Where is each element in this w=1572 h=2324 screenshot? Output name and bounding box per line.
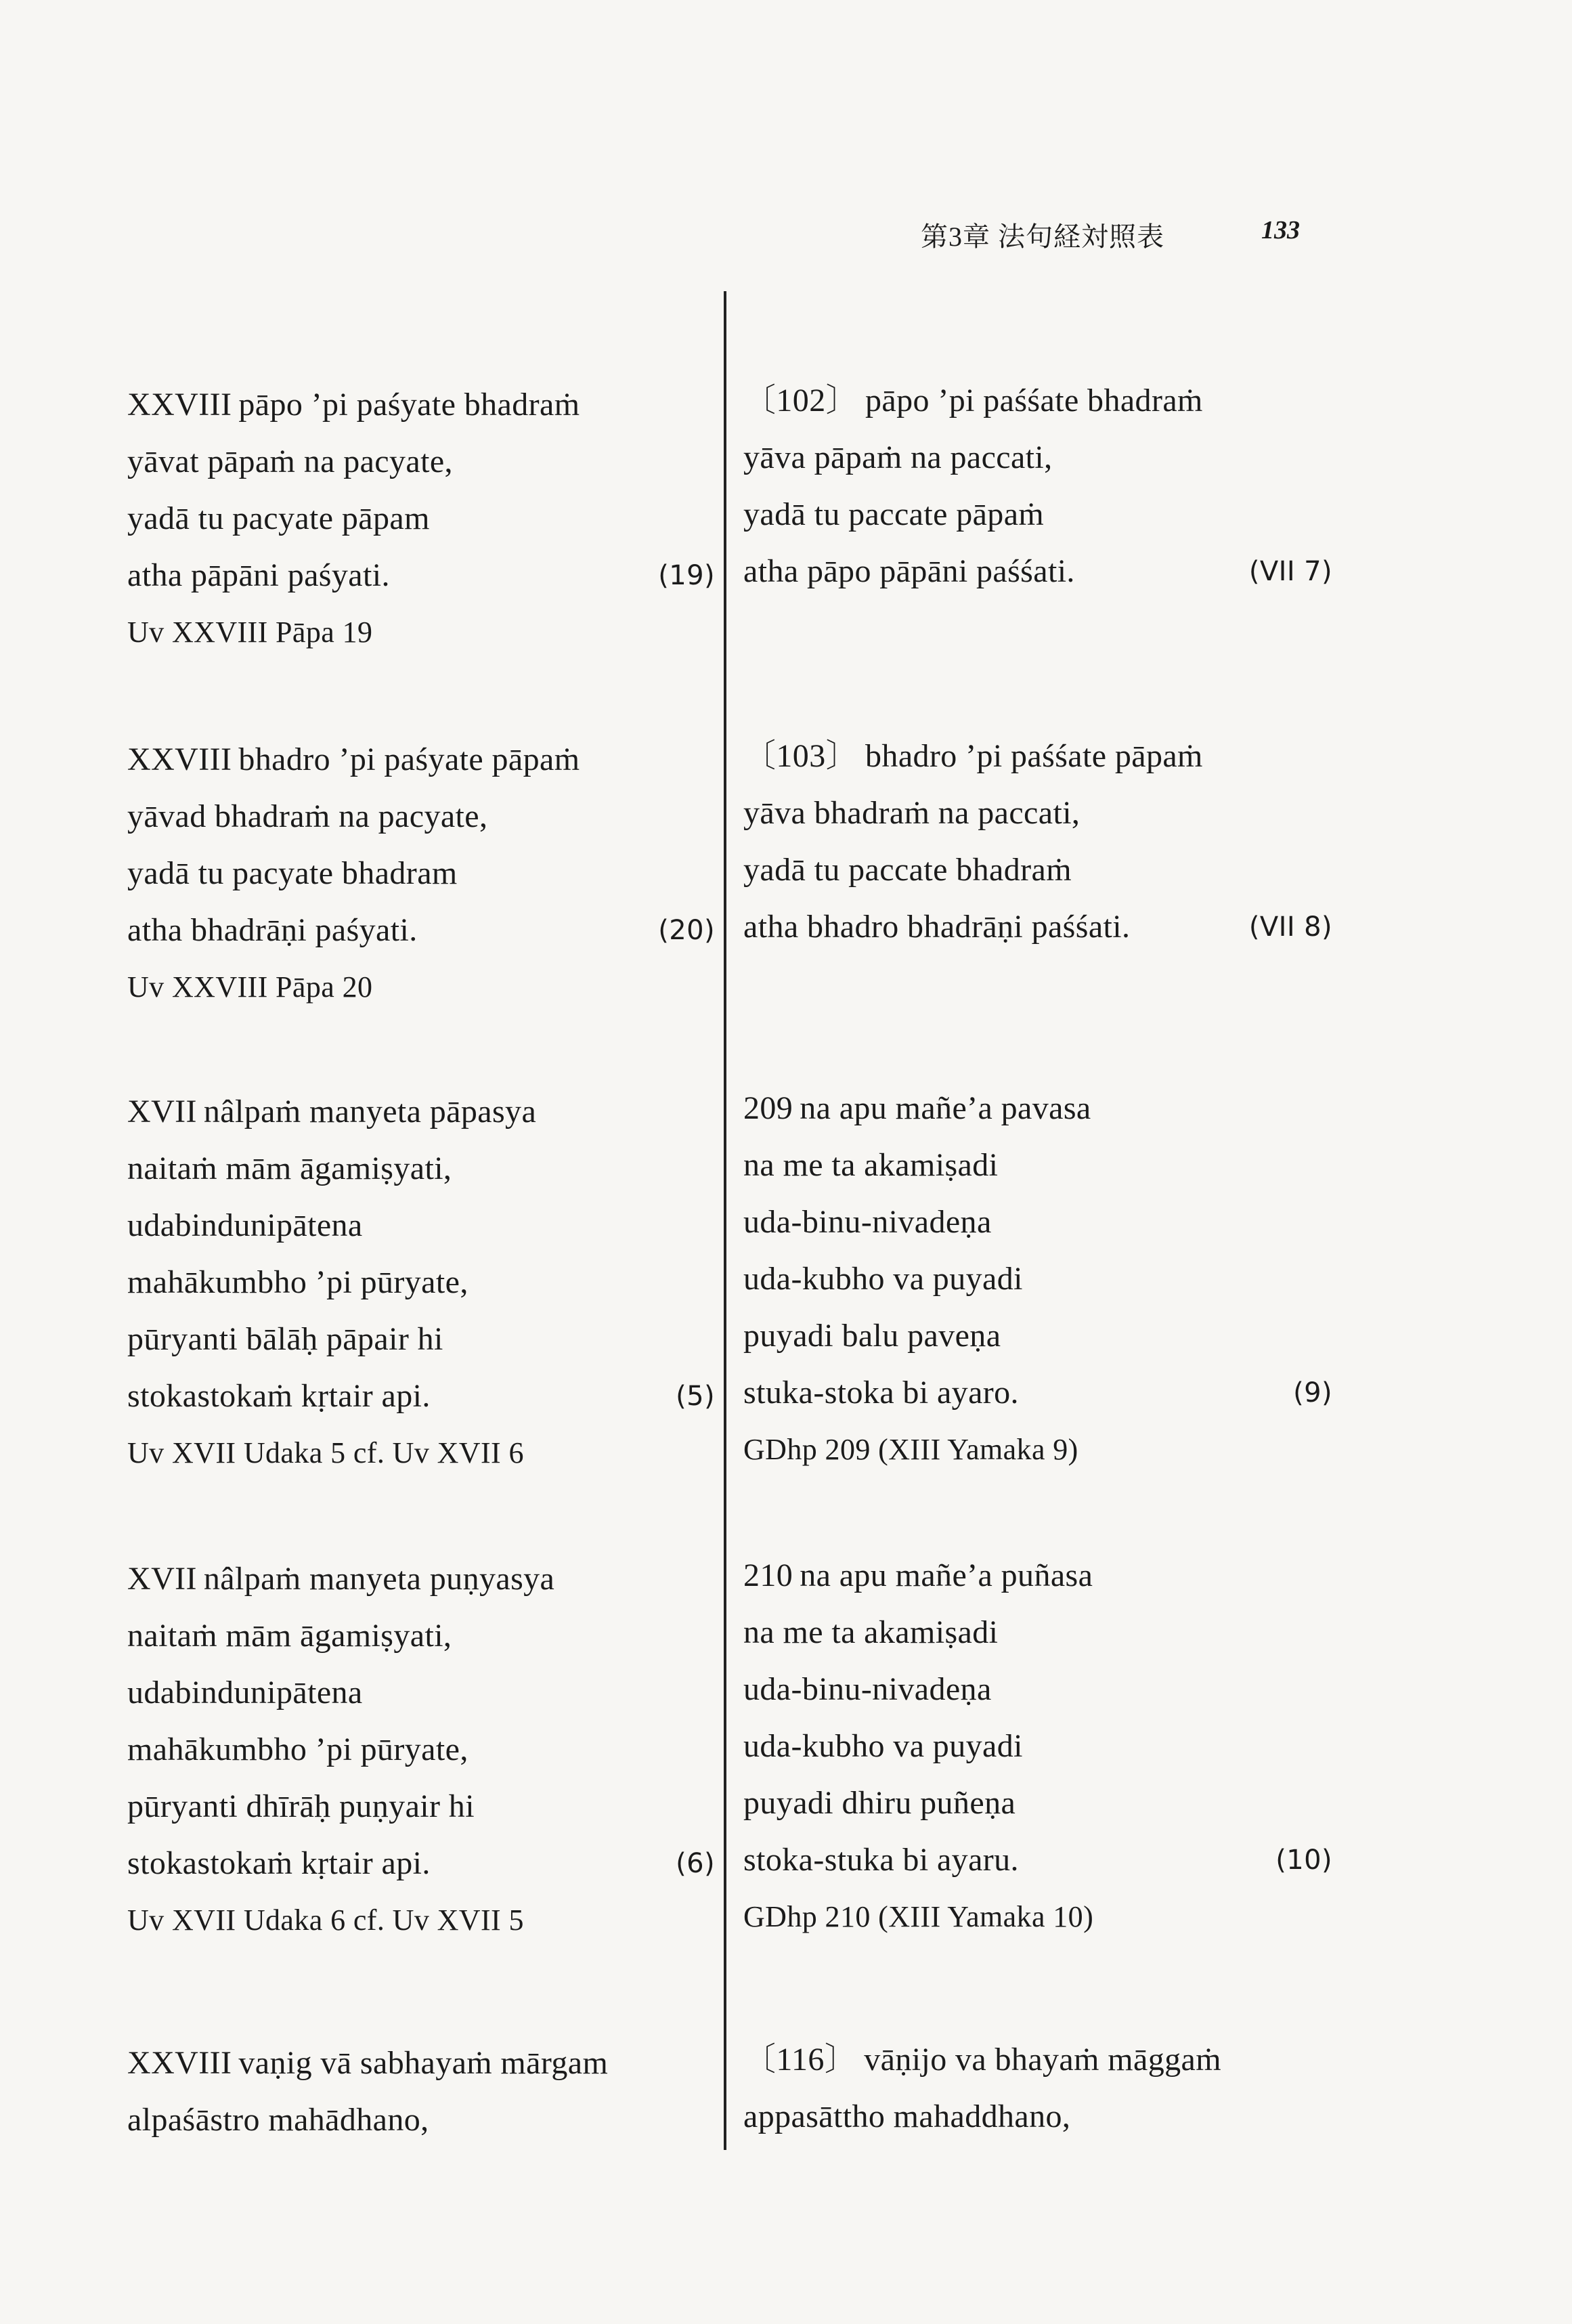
verse-text: mahākumbho ’pi pūryate, (127, 1731, 468, 1767)
verse-line (743, 842, 1332, 899)
verse-number: (VII 8) (1248, 911, 1332, 943)
verse-text: nâlpaṁ manyeta puṇyasya (203, 1561, 555, 1597)
verse-line (743, 728, 1332, 785)
verse-text: yadā tu pacyate pāpam (127, 500, 430, 536)
verse-text: stokastokaṁ kṛtair api. (127, 1378, 431, 1414)
verse-text: na me ta akamiṣadi (743, 1147, 999, 1183)
verse-reference (743, 1889, 1332, 1945)
verse-label: XVII (127, 1561, 197, 1597)
page-header (921, 215, 1300, 256)
verse-line (127, 1835, 715, 1892)
verse-text: stokastokaṁ kṛtair api. (127, 1845, 431, 1881)
verse-line (127, 547, 715, 604)
verse-label: XVII (127, 1094, 197, 1129)
verse-line (127, 1254, 715, 1311)
verse-line (127, 490, 715, 547)
verse-text: naitaṁ mām āgamiṣyati, (127, 1618, 452, 1654)
verse-text: udabindunipātena (127, 1207, 363, 1243)
verse-reference (127, 959, 715, 1016)
verse-line (743, 1308, 1332, 1364)
verse-label: XXVIII (127, 2045, 232, 2081)
verse-block (743, 2031, 1332, 2145)
verse-text: uda-kubho va puyadi (743, 1728, 1023, 1764)
verse-line (743, 1137, 1332, 1194)
verse-text: Uv XVII Udaka 6 cf. Uv XVII 5 (127, 1903, 524, 1937)
verse-line (743, 1080, 1332, 1137)
verse-line (127, 1311, 715, 1368)
column-divider (724, 291, 726, 2150)
verse-label: 〔116〕 (743, 2042, 858, 2078)
verse-line (127, 788, 715, 845)
verse-text: uda-binu-nivadeṇa (743, 1204, 992, 1240)
verse-line (743, 1718, 1332, 1775)
verse-line (743, 2088, 1332, 2145)
verse-line (127, 1197, 715, 1254)
verse-line (127, 845, 715, 902)
verse-text: bhadro ’pi paśyate pāpaṁ (238, 741, 580, 777)
verse-line (743, 1832, 1332, 1889)
verse-text: stoka-stuka bi ayaru. (743, 1842, 1019, 1878)
verse-text: pāpo ’pi paśyate bhadraṁ (238, 387, 580, 423)
verse-text: GDhp 210 (XIII Yamaka 10) (743, 1900, 1094, 1933)
verse-text: uda-binu-nivadeṇa (743, 1671, 992, 1707)
verse-line (743, 1661, 1332, 1718)
verse-line (127, 2035, 715, 2092)
verse-line (743, 1547, 1332, 1604)
verse-text: naitaṁ mām āgamiṣyati, (127, 1150, 452, 1186)
verse-reference (127, 604, 715, 661)
verse-text: udabindunipātena (127, 1675, 363, 1710)
verse-text: atha pāpo pāpāni paśśati. (743, 553, 1075, 589)
verse-line (743, 785, 1332, 842)
verse-reference (127, 1892, 715, 1949)
verse-label: 209 (743, 1090, 793, 1126)
verse-line (127, 2092, 715, 2149)
verse-line (127, 1368, 715, 1425)
verse-text: atha bhadrāṇi paśyati. (127, 912, 418, 948)
verse-text: Uv XXVIII Pāpa 20 (127, 970, 373, 1004)
verse-text: yāvad bhadraṁ na pacyate, (127, 798, 488, 834)
verse-line (127, 1083, 715, 1140)
verse-line (743, 1364, 1332, 1421)
verse-reference (743, 1421, 1332, 1478)
verse-block (743, 1080, 1332, 1478)
verse-label: XXVIII (127, 741, 232, 777)
verse-text: yāvat pāpaṁ na pacyate, (127, 444, 453, 479)
verse-block (127, 2035, 715, 2149)
chapter-title: 第3章 法句経対照表 (921, 221, 1164, 252)
verse-number: (20) (658, 915, 715, 946)
verse-block (743, 372, 1332, 600)
verse-number: (9) (1293, 1377, 1332, 1408)
verse-line (743, 899, 1332, 955)
verse-text: atha pāpāni paśyati. (127, 557, 390, 593)
verse-label: 〔102〕 (743, 383, 859, 418)
verse-text: yāva pāpaṁ na paccati, (743, 439, 1053, 475)
verse-text: Uv XVII Udaka 5 cf. Uv XVII 6 (127, 1436, 524, 1469)
verse-line (127, 1608, 715, 1664)
verse-text: na apu mañe’a pavasa (800, 1090, 1091, 1126)
verse-line (127, 1778, 715, 1835)
verse-line (127, 1140, 715, 1197)
verse-text: yāva bhadraṁ na paccati, (743, 795, 1080, 831)
verse-text: puyadi balu paveṇa (743, 1318, 1001, 1354)
verse-label: 210 (743, 1557, 793, 1593)
verse-number: (19) (658, 560, 715, 591)
verse-line (743, 486, 1332, 543)
verse-line (127, 433, 715, 490)
verse-text: vaṇig vā sabhayaṁ mārgam (238, 2045, 609, 2081)
verse-number: (5) (676, 1381, 715, 1412)
verse-text: Uv XXVIII Pāpa 19 (127, 616, 373, 649)
verse-text: alpaśāstro mahādhano, (127, 2102, 429, 2138)
verse-line (127, 731, 715, 788)
verse-text: atha bhadro bhadrāṇi paśśati. (743, 909, 1131, 945)
verse-text: vāṇijo va bhayaṁ māggaṁ (864, 2042, 1221, 2078)
verse-text: pūryanti dhīrāḥ puṇyair hi (127, 1788, 475, 1824)
verse-line (743, 2031, 1332, 2088)
verse-text: nâlpaṁ manyeta pāpasya (203, 1094, 537, 1129)
verse-reference (127, 1425, 715, 1482)
verse-block (127, 1083, 715, 1482)
verse-line (743, 1194, 1332, 1251)
verse-number: (6) (676, 1848, 715, 1879)
verse-text: na apu mañe’a puñasa (800, 1557, 1093, 1593)
verse-line (127, 902, 715, 959)
verse-block (743, 728, 1332, 955)
verse-block (127, 1551, 715, 1949)
verse-text: yadā tu paccate pāpaṁ (743, 496, 1045, 532)
verse-text: appasāttho mahaddhano, (743, 2099, 1071, 2134)
verse-text: yadā tu paccate bhadraṁ (743, 852, 1072, 888)
verse-text: na me ta akamiṣadi (743, 1614, 999, 1650)
verse-line (743, 372, 1332, 429)
verse-number: (10) (1275, 1845, 1332, 1876)
verse-label: 〔103〕 (743, 738, 859, 774)
verse-text: GDhp 209 (XIII Yamaka 9) (743, 1433, 1078, 1466)
verse-line (127, 376, 715, 433)
verse-line (743, 1251, 1332, 1308)
verse-block (127, 731, 715, 1016)
verse-text: bhadro ’pi paśśate pāpaṁ (865, 738, 1203, 774)
verse-line (743, 1775, 1332, 1832)
verse-line (743, 543, 1332, 600)
verse-line (127, 1551, 715, 1608)
verse-number: (VII 7) (1248, 556, 1332, 587)
page-number: 133 (1261, 216, 1300, 244)
verse-text: yadā tu pacyate bhadram (127, 855, 458, 891)
verse-block (127, 376, 715, 661)
verse-text: puyadi dhiru puñeṇa (743, 1785, 1016, 1821)
verse-line (743, 1604, 1332, 1661)
verse-text: stuka-stoka bi ayaro. (743, 1375, 1019, 1411)
verse-text: uda-kubho va puyadi (743, 1261, 1023, 1297)
verse-text: mahākumbho ’pi pūryate, (127, 1264, 468, 1300)
verse-line (743, 429, 1332, 486)
verse-line (127, 1721, 715, 1778)
verse-text: pāpo ’pi paśśate bhadraṁ (865, 383, 1203, 418)
verse-text: pūryanti bālāḥ pāpair hi (127, 1321, 443, 1357)
verse-line (127, 1664, 715, 1721)
verse-block (743, 1547, 1332, 1945)
verse-label: XXVIII (127, 387, 232, 423)
